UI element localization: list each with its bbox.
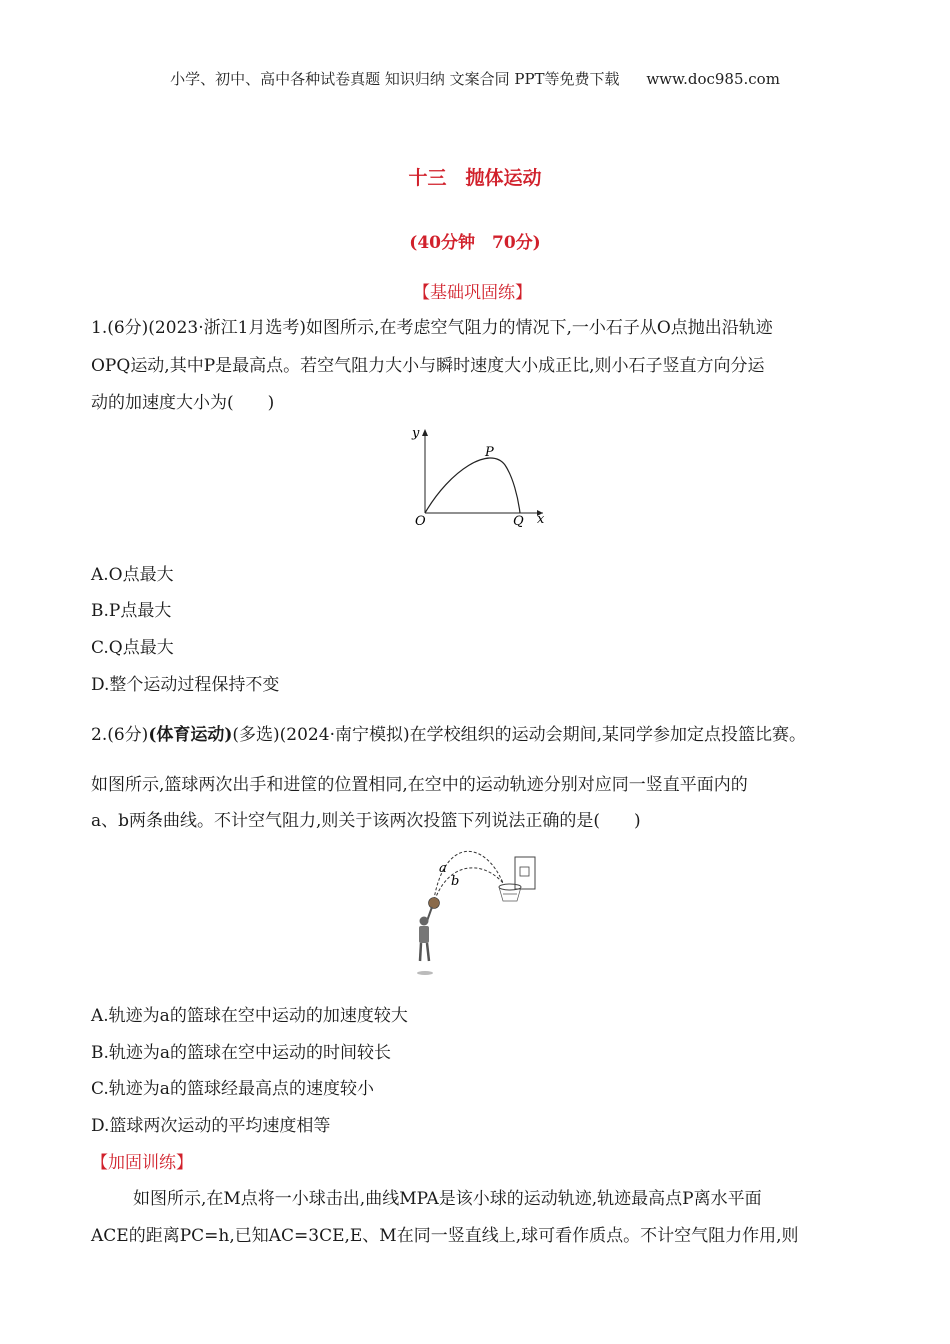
label-O: O (415, 514, 426, 529)
q1-line2: OPQ运动,其中P是最高点。若空气阻力大小与瞬时速度大小成正比,则小石子竖直方向分运 (91, 356, 765, 376)
player-head (420, 917, 429, 926)
section-reinforce: 【加固训练】 (91, 1153, 193, 1173)
q1-option-d: D.整个运动过程保持不变 (91, 675, 280, 695)
q1-line3: 动的加速度大小为( ) (91, 393, 275, 413)
header-text: 小学、初中、高中各种试卷真题 知识归纳 文案合同 PPT等免费下载 (170, 70, 620, 88)
trajectory-a (433, 851, 503, 905)
q1-trajectory-figure (405, 425, 555, 530)
q1-line1: 1.(6分)(2023·浙江1月选考)如图所示,在考虑空气阻力的情况下,一小石子从O点抛出沿轨迹 (91, 318, 773, 338)
q2-basketball-figure (405, 845, 545, 980)
player-body (419, 926, 429, 943)
section-basic: 【基础巩固练】 (413, 283, 532, 303)
q2-tag: (体育运动) (148, 725, 233, 745)
q2-line3: a、b两条曲线。不计空气阻力,则关于该两次投篮下列说法正确的是( ) (91, 811, 641, 831)
q2-line2: 如图所示,篮球两次出手和进筐的位置相同,在空中的运动轨迹分别对应同一竖直平面内的 (91, 775, 748, 795)
q2-line1-rest: (多选)(2024·南宁模拟)在学校组织的运动会期间,某同学参加定点投篮比赛。 (232, 725, 807, 745)
backboard (515, 857, 535, 889)
q1-option-c: C.Q点最大 (91, 638, 174, 658)
player-shadow (417, 971, 433, 975)
y-axis-arrow (422, 429, 428, 436)
q1-option-b: B.P点最大 (91, 601, 172, 621)
trajectory-curve (425, 458, 520, 513)
q2-option-b: B.轨迹为a的篮球在空中运动的时间较长 (91, 1043, 392, 1063)
player-leg-right (427, 943, 429, 961)
q2-option-c: C.轨迹为a的篮球经最高点的速度较小 (91, 1079, 374, 1099)
q2-option-d: D.篮球两次运动的平均速度相等 (91, 1116, 331, 1136)
label-x: x (537, 512, 545, 527)
q3-line1: 如图所示,在M点将一小球击出,曲线MPA是该小球的运动轨迹,轨迹最高点P离水平面 (133, 1189, 762, 1209)
player-leg-left (420, 943, 421, 961)
basketball (429, 898, 440, 909)
label-b: b (451, 874, 460, 889)
q2-option-a: A.轨迹为a的篮球在空中运动的加速度较大 (91, 1006, 408, 1026)
label-P: P (485, 445, 494, 460)
header-site-link[interactable]: www.doc985.com (646, 70, 780, 88)
q3-line2: ACE的距离PC=h,已知AC=3CE,E、M在同一竖直线上,球可看作质点。不计空气阻力作用,则 (91, 1226, 799, 1246)
label-a: a (439, 861, 447, 876)
label-y: y (412, 426, 420, 441)
label-Q: Q (513, 514, 524, 529)
q2-number: 2.(6分) (91, 725, 149, 745)
page-header (0, 68, 950, 89)
chapter-title: 十三 抛体运动 (408, 167, 542, 189)
time-score: (40分钟 70分) (409, 233, 541, 253)
q2-line1 (91, 720, 806, 745)
q1-option-a: A.O点最大 (91, 565, 174, 585)
